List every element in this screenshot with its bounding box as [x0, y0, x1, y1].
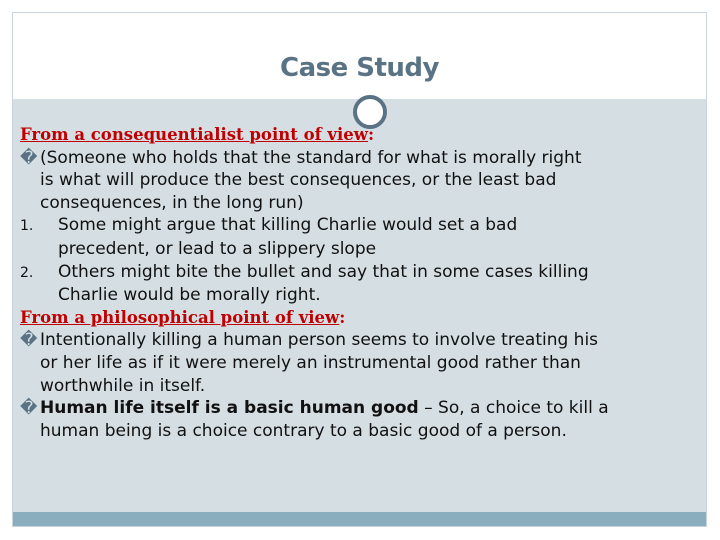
- definition-line: [20, 169, 700, 192]
- definition-text: is what will produce the best consequences, or the least bad: [40, 170, 557, 191]
- section1-heading: From a consequentialist point of view: [20, 125, 368, 144]
- section-heading: [20, 124, 700, 147]
- numbered-item-continued: [20, 238, 700, 261]
- section-heading: [20, 307, 700, 330]
- item-number: 2.: [20, 264, 34, 281]
- point-bold-text: Human life itself is a basic human good: [40, 398, 419, 419]
- numbered-item: [20, 214, 700, 238]
- bullet-point-continued: [20, 352, 700, 375]
- definition-line: [20, 147, 700, 170]
- definition-text: (Someone who holds that the standard for what is morally right: [40, 147, 582, 168]
- item-text: Others might bite the bullet and say that in some cases killing: [58, 261, 589, 282]
- bullet-point-continued: [20, 420, 700, 443]
- section2-heading-colon: :: [339, 307, 346, 327]
- bullet-point-continued: [20, 375, 700, 398]
- title-area: [13, 13, 706, 99]
- definition-line: [20, 192, 700, 215]
- item-text: Some might argue that killing Charlie would set a bad: [58, 215, 518, 236]
- bullet-icon: �: [20, 398, 38, 419]
- bullet-point: [20, 397, 700, 420]
- bullet-point: [20, 329, 700, 352]
- point-text: or her life as if it were merely an instrumental good rather than: [40, 352, 581, 373]
- point-text: Intentionally killing a human person seems to involve treating his: [40, 330, 599, 351]
- item-number: 1.: [20, 218, 34, 235]
- item-text: precedent, or lead to a slippery slope: [58, 238, 377, 259]
- definition-text: consequences, in the long run): [40, 192, 304, 213]
- point-text: worthwhile in itself.: [40, 375, 206, 396]
- slide-title: Case Study: [279, 53, 439, 83]
- section2-heading: From a philosophical point of view: [20, 307, 340, 327]
- item-text: Charlie would be morally right.: [58, 285, 321, 306]
- point-text: human being is a choice contrary to a basic good of a person.: [40, 420, 567, 441]
- numbered-item: [20, 261, 700, 285]
- section1-heading-colon: :: [367, 125, 375, 144]
- bullet-icon: �: [20, 330, 38, 351]
- footer-band: [13, 512, 706, 526]
- slide-body: [20, 124, 700, 442]
- bullet-icon: �: [20, 147, 38, 168]
- point-text: – So, a choice to kill a: [418, 398, 609, 419]
- numbered-item-continued: [20, 284, 700, 307]
